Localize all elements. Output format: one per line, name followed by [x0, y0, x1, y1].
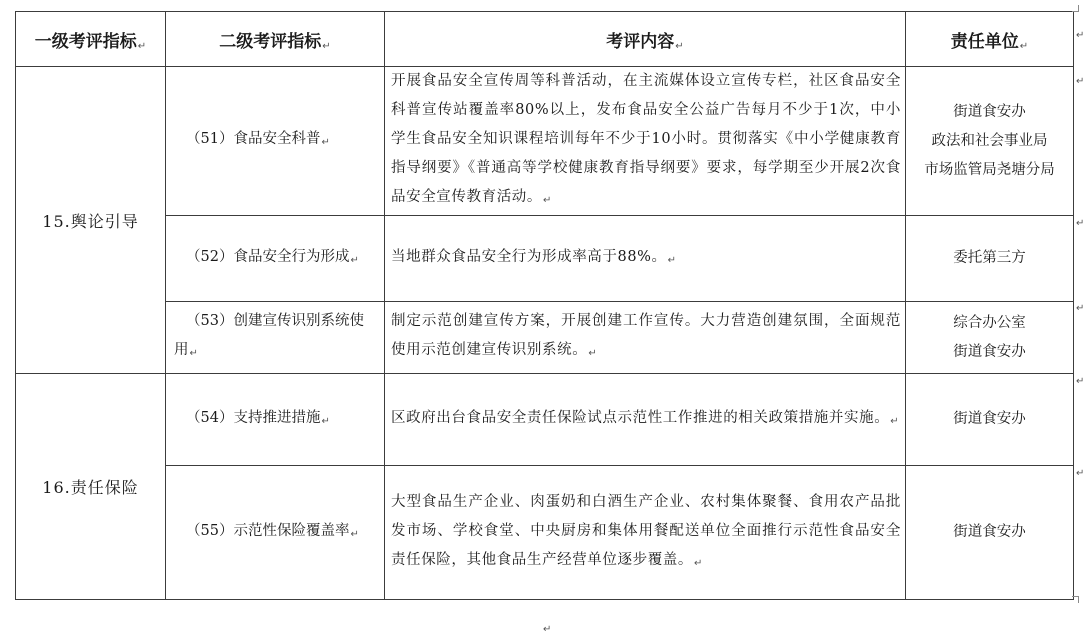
paragraph-mark: ↵ — [189, 348, 198, 359]
unit-cell: 委托第三方 — [906, 216, 1074, 302]
level2-cell: （52）食品安全行为形成↵ — [166, 216, 385, 302]
table-row — [16, 302, 1074, 374]
paragraph-mark: ↵ — [321, 137, 330, 148]
paragraph-mark: ↵ — [350, 254, 359, 266]
header-level1: 一级考评指标↵ — [16, 12, 166, 67]
evaluation-table — [15, 11, 1074, 600]
unit-cell: 综合办公室 街道食安办 — [906, 302, 1074, 374]
paragraph-mark: ↵ — [1076, 303, 1085, 314]
header-level2: 二级考评指标↵ — [166, 12, 385, 67]
content-cell: 开展食品安全宣传周等科普活动，在主流媒体设立宣传专栏，社区食品安全科普宣传站覆盖率80%以上，发布食品安全公益广告每月不少于1次，中小学生食品安全知识课程培训每年不少于10小时。贯彻落实《中小学健康教育指导纲要》《普通高等学校健康教育指导纲要》要求，每学期至少开展2次食品安全宣传教育活动。↵ — [385, 67, 906, 216]
content-cell: 大型食品生产企业、肉蛋奶和白酒生产企业、农村集体聚餐、食用农产品批发市场、学校食堂、中央厨房和集体用餐配送单位全面推行示范性食品安全责任保险，其他食品生产经营单位逐步覆盖。↵ — [385, 466, 906, 600]
header-unit: 责任单位↵ — [906, 12, 1074, 67]
paragraph-mark: ↵ — [1076, 218, 1085, 229]
content-cell: 当地群众食品安全行为形成率高于88%。↵ — [385, 216, 906, 302]
paragraph-mark: ↵ — [350, 528, 359, 540]
level2-cell: （54）支持推进措施↵ — [166, 374, 385, 466]
unit-cell: 街道食安办 — [906, 466, 1074, 600]
table-row — [16, 374, 1074, 466]
paragraph-mark: ↵ — [1076, 376, 1085, 387]
table-row — [16, 216, 1074, 302]
margin-corner-mark — [1072, 5, 1079, 12]
paragraph-mark: ↵ — [675, 40, 684, 52]
content-cell: 制定示范创建宣传方案，开展创建工作宣传。大力营造创建氛围，全面规范使用示范创建宣传识别系统。↵ — [385, 302, 906, 374]
paragraph-mark: ↵ — [137, 40, 147, 52]
paragraph-mark: ↵ — [543, 195, 552, 206]
paragraph-mark: ↵ — [1076, 468, 1085, 479]
paragraph-mark: ↵ — [321, 415, 330, 427]
level1-cell: 16.责任保险 — [16, 374, 166, 600]
header-content: 考评内容↵ — [385, 12, 906, 67]
paragraph-mark: ↵ — [1076, 30, 1085, 41]
margin-corner-mark — [1072, 596, 1079, 603]
paragraph-mark: ↵ — [694, 557, 703, 569]
unit-cell: 街道食安办 政法和社会事业局 市场监管局尧塘分局 — [906, 67, 1074, 216]
paragraph-mark: ↵ — [1076, 76, 1085, 87]
paragraph-mark: ↵ — [1019, 40, 1029, 52]
paragraph-mark: ↵ — [588, 348, 598, 359]
level1-cell: 15.舆论引导 — [16, 67, 166, 374]
table-row — [16, 466, 1074, 600]
paragraph-mark: ↵ — [543, 624, 552, 635]
level2-cell: （51）食品安全科普↵ — [166, 67, 385, 216]
header-row — [16, 12, 1074, 67]
level2-cell: （53）创建宣传识别系统使 用↵ — [166, 302, 385, 374]
table-row — [16, 67, 1074, 216]
paragraph-mark: ↵ — [890, 415, 900, 427]
content-cell: 区政府出台食品安全责任保险试点示范性工作推进的相关政策措施并实施。↵ — [385, 374, 906, 466]
paragraph-mark: ↵ — [667, 254, 677, 266]
paragraph-mark: ↵ — [322, 40, 331, 52]
level2-cell: （55）示范性保险覆盖率↵ — [166, 466, 385, 600]
unit-cell: 街道食安办 — [906, 374, 1074, 466]
